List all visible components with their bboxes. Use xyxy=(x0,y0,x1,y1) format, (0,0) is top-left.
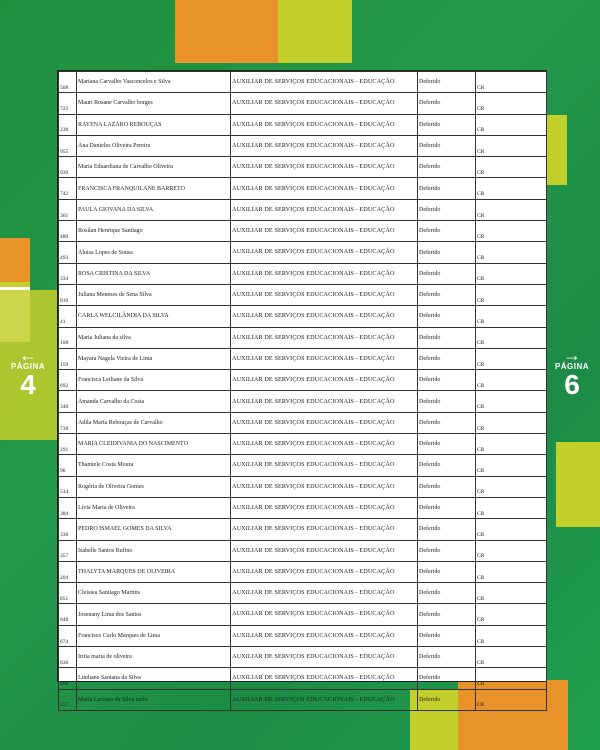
candidate-name: PEDRO ISMAEL GOMES DA SILVA xyxy=(77,519,231,540)
candidate-name: Mauri Rosane Carvalho borges xyxy=(77,93,231,114)
candidate-name: Juliana Meneses de Sena Silva xyxy=(77,284,231,305)
status-cell: Deferido xyxy=(418,434,476,455)
candidate-name: PAULA GIOVANA DA SILVA xyxy=(77,199,231,220)
classification-code: CR xyxy=(476,391,547,412)
role-cell: AUXILIAR DE SERVIÇOS EDUCACIONAIS - EDUCAÇÃO xyxy=(231,199,418,220)
results-document xyxy=(57,70,547,709)
status-cell: Deferido xyxy=(418,370,476,391)
candidate-name: ROSA CRISTINA DA SILVA xyxy=(77,263,231,284)
candidate-name: Rosilan Henrique Santiago xyxy=(77,221,231,242)
status-cell: Deferido xyxy=(418,327,476,348)
next-page-number: 6 xyxy=(564,369,580,400)
table-row xyxy=(59,263,547,284)
candidate-name: Josenany Lima dos Santos xyxy=(77,604,231,625)
status-cell: Deferido xyxy=(418,114,476,135)
candidate-name: Rogéria de Oliveira Gomes xyxy=(77,476,231,497)
row-number: 955 xyxy=(59,135,77,156)
row-number: 722 xyxy=(59,93,77,114)
role-cell: AUXILIAR DE SERVIÇOS EDUCACIONAIS - EDUCAÇÃO xyxy=(231,689,418,710)
role-cell: AUXILIAR DE SERVIÇOS EDUCACIONAIS - EDUCAÇÃO xyxy=(231,178,418,199)
row-number: 930 xyxy=(59,157,77,178)
table-row xyxy=(59,625,547,646)
role-cell: AUXILIAR DE SERVIÇOS EDUCACIONAIS - EDUCAÇÃO xyxy=(231,647,418,668)
role-cell: AUXILIAR DE SERVIÇOS EDUCACIONAIS - EDUCAÇÃO xyxy=(231,391,418,412)
role-cell: AUXILIAR DE SERVIÇOS EDUCACIONAIS - EDUCAÇÃO xyxy=(231,625,418,646)
table-row xyxy=(59,72,547,93)
status-cell: Deferido xyxy=(418,519,476,540)
orange-block-top xyxy=(175,0,278,63)
table-row xyxy=(59,221,547,242)
classification-code: CR xyxy=(476,455,547,476)
table-row xyxy=(59,178,547,199)
classification-code: CR xyxy=(476,412,547,433)
role-cell: AUXILIAR DE SERVIÇOS EDUCACIONAIS - EDUCAÇÃO xyxy=(231,306,418,327)
classification-code: CR xyxy=(476,178,547,199)
candidate-name: Mariana Carvalho Vasconcelos e Silva xyxy=(77,72,231,93)
row-number: 238 xyxy=(59,114,77,135)
classification-code: CR xyxy=(476,476,547,497)
classification-code: CR xyxy=(476,668,547,689)
table-row xyxy=(59,434,547,455)
classification-code: CR xyxy=(476,689,547,710)
row-number: 41 xyxy=(59,306,77,327)
next-page-nav[interactable] xyxy=(550,345,594,400)
row-number: 692 xyxy=(59,370,77,391)
results-table-body xyxy=(59,72,547,711)
status-cell: Deferido xyxy=(418,647,476,668)
classification-code: CR xyxy=(476,540,547,561)
status-cell: Deferido xyxy=(418,476,476,497)
classification-code: CR xyxy=(476,434,547,455)
status-cell: Deferido xyxy=(418,221,476,242)
row-number: 108 xyxy=(59,327,77,348)
table-row xyxy=(59,242,547,263)
row-number: 738 xyxy=(59,412,77,433)
status-cell: Deferido xyxy=(418,668,476,689)
row-number: 334 xyxy=(59,263,77,284)
row-number: 674 xyxy=(59,625,77,646)
candidate-name: Lindiane Santana da Silva xyxy=(77,668,231,689)
row-number: 514 xyxy=(59,476,77,497)
role-cell: AUXILIAR DE SERVIÇOS EDUCACIONAIS - EDUCAÇÃO xyxy=(231,263,418,284)
classification-code: CR xyxy=(476,242,547,263)
candidate-name: FRANCISCA FRANQUILANE BARRETO xyxy=(77,178,231,199)
table-row xyxy=(59,199,547,220)
candidate-name: MARIA CLEIDIVANIA DO NASCIMENTO xyxy=(77,434,231,455)
status-cell: Deferido xyxy=(418,540,476,561)
table-row xyxy=(59,348,547,369)
role-cell: AUXILIAR DE SERVIÇOS EDUCACIONAIS - EDUCAÇÃO xyxy=(231,135,418,156)
classification-code: CR xyxy=(476,135,547,156)
row-number: 493 xyxy=(59,242,77,263)
role-cell: AUXILIAR DE SERVIÇOS EDUCACIONAIS - EDUCAÇÃO xyxy=(231,221,418,242)
table-row xyxy=(59,476,547,497)
candidate-name: Cleisiea Santiago Martins xyxy=(77,583,231,604)
classification-code: CR xyxy=(476,583,547,604)
row-number: 96 xyxy=(59,455,77,476)
candidate-name: Francisco Carlo Marques de Lima xyxy=(77,625,231,646)
role-cell: AUXILIAR DE SERVIÇOS EDUCACIONAIS - EDUCAÇÃO xyxy=(231,497,418,518)
candidate-name: Lívia Maria de Oliveira xyxy=(77,497,231,518)
role-cell: AUXILIAR DE SERVIÇOS EDUCACIONAIS - EDUCAÇÃO xyxy=(231,540,418,561)
role-cell: AUXILIAR DE SERVIÇOS EDUCACIONAIS - EDUCAÇÃO xyxy=(231,157,418,178)
candidate-name: Amanda Carvalho da Costa xyxy=(77,391,231,412)
table-row xyxy=(59,583,547,604)
results-table xyxy=(58,71,547,711)
role-cell: AUXILIAR DE SERVIÇOS EDUCACIONAIS - EDUCAÇÃO xyxy=(231,370,418,391)
row-number: 361 xyxy=(59,199,77,220)
row-number: 742 xyxy=(59,178,77,199)
classification-code: CR xyxy=(476,370,547,391)
role-cell: AUXILIAR DE SERVIÇOS EDUCACIONAIS - EDUCAÇÃO xyxy=(231,476,418,497)
row-number: 340 xyxy=(59,391,77,412)
role-cell: AUXILIAR DE SERVIÇOS EDUCACIONAIS - EDUCAÇÃO xyxy=(231,583,418,604)
table-row xyxy=(59,519,547,540)
status-cell: Deferido xyxy=(418,348,476,369)
classification-code: CR xyxy=(476,157,547,178)
role-cell: AUXILIAR DE SERVIÇOS EDUCACIONAIS - EDUCAÇÃO xyxy=(231,93,418,114)
classification-code: CR xyxy=(476,604,547,625)
candidate-name: Thamiele Costa Moura xyxy=(77,455,231,476)
status-cell: Deferido xyxy=(418,199,476,220)
role-cell: AUXILIAR DE SERVIÇOS EDUCACIONAIS - EDUCAÇÃO xyxy=(231,604,418,625)
status-cell: Deferido xyxy=(418,306,476,327)
status-cell: Deferido xyxy=(418,412,476,433)
candidate-name: RAYENA LAZARO REBOUÇAS xyxy=(77,114,231,135)
row-number: 357 xyxy=(59,540,77,561)
table-row xyxy=(59,561,547,582)
table-row xyxy=(59,157,547,178)
candidate-name: CARLA WELCILÂNDIA DA SILVA xyxy=(77,306,231,327)
row-number: 851 xyxy=(59,583,77,604)
row-number: 488 xyxy=(59,668,77,689)
row-number: 508 xyxy=(59,72,77,93)
table-row xyxy=(59,668,547,689)
role-cell: AUXILIAR DE SERVIÇOS EDUCACIONAIS - EDUCAÇÃO xyxy=(231,348,418,369)
table-row xyxy=(59,689,547,710)
arrow-right-icon: → xyxy=(563,345,581,365)
status-cell: Deferido xyxy=(418,689,476,710)
role-cell: AUXILIAR DE SERVIÇOS EDUCACIONAIS - EDUCAÇÃO xyxy=(231,114,418,135)
status-cell: Deferido xyxy=(418,157,476,178)
table-row xyxy=(59,327,547,348)
row-number: 257 xyxy=(59,689,77,710)
row-number: 810 xyxy=(59,284,77,305)
lime-block-right-top xyxy=(545,115,567,185)
role-cell: AUXILIAR DE SERVIÇOS EDUCACIONAIS - EDUCAÇÃO xyxy=(231,434,418,455)
row-number: 480 xyxy=(59,221,77,242)
classification-code: CR xyxy=(476,221,547,242)
classification-code: CR xyxy=(476,327,547,348)
lime-block-top xyxy=(278,0,352,63)
classification-code: CR xyxy=(476,497,547,518)
classification-code: CR xyxy=(476,263,547,284)
table-row xyxy=(59,497,547,518)
status-cell: Deferido xyxy=(418,455,476,476)
row-number: 204 xyxy=(59,561,77,582)
classification-code: CR xyxy=(476,625,547,646)
candidate-name: Aluisa Lopes de Sousa xyxy=(77,242,231,263)
status-cell: Deferido xyxy=(418,604,476,625)
status-cell: Deferido xyxy=(418,561,476,582)
table-row xyxy=(59,284,547,305)
classification-code: CR xyxy=(476,199,547,220)
classification-code: CR xyxy=(476,284,547,305)
role-cell: AUXILIAR DE SERVIÇOS EDUCACIONAIS - EDUCAÇÃO xyxy=(231,412,418,433)
classification-code: CR xyxy=(476,306,547,327)
status-cell: Deferido xyxy=(418,497,476,518)
next-page-label: PÁGINA xyxy=(554,362,590,371)
status-cell: Deferido xyxy=(418,625,476,646)
table-row xyxy=(59,370,547,391)
candidate-name: THALYTA MARQUES DE OLIVEIRA xyxy=(77,561,231,582)
status-cell: Deferido xyxy=(418,72,476,93)
candidate-name: Adila Maria Rebouças de Carvalho xyxy=(77,412,231,433)
classification-code: CR xyxy=(476,72,547,93)
status-cell: Deferido xyxy=(418,242,476,263)
row-number: 848 xyxy=(59,604,77,625)
status-cell: Deferido xyxy=(418,583,476,604)
role-cell: AUXILIAR DE SERVIÇOS EDUCACIONAIS - EDUCAÇÃO xyxy=(231,519,418,540)
candidate-name: Maria Eduardiana de Carvalho Oliveira xyxy=(77,157,231,178)
classification-code: CR xyxy=(476,114,547,135)
role-cell: AUXILIAR DE SERVIÇOS EDUCACIONAIS - EDUCAÇÃO xyxy=(231,327,418,348)
status-cell: Deferido xyxy=(418,135,476,156)
role-cell: AUXILIAR DE SERVIÇOS EDUCACIONAIS - EDUCAÇÃO xyxy=(231,561,418,582)
prev-page-label: PÁGINA xyxy=(10,362,46,371)
classification-code: CR xyxy=(476,561,547,582)
candidate-name: Ana Danieles Oliveira Pereira xyxy=(77,135,231,156)
candidate-name: Maria Juliana da silva xyxy=(77,327,231,348)
arrow-left-icon: ← xyxy=(19,345,37,365)
orange-block-left xyxy=(0,238,30,282)
classification-code: CR xyxy=(476,93,547,114)
prev-page-number: 4 xyxy=(20,369,36,400)
candidate-name: Mayara Nagela Vieira de Lima xyxy=(77,348,231,369)
lime-block-right xyxy=(556,442,600,527)
role-cell: AUXILIAR DE SERVIÇOS EDUCACIONAIS - EDUCAÇÃO xyxy=(231,455,418,476)
status-cell: Deferido xyxy=(418,263,476,284)
status-cell: Deferido xyxy=(418,178,476,199)
table-row xyxy=(59,114,547,135)
role-cell: AUXILIAR DE SERVIÇOS EDUCACIONAIS - EDUCAÇÃO xyxy=(231,72,418,93)
row-number: 836 xyxy=(59,647,77,668)
candidate-name: Iritia maria de oliveira xyxy=(77,647,231,668)
table-row xyxy=(59,306,547,327)
status-cell: Deferido xyxy=(418,93,476,114)
table-row xyxy=(59,604,547,625)
status-cell: Deferido xyxy=(418,391,476,412)
candidate-name: Isabelle Santos Rufino xyxy=(77,540,231,561)
role-cell: AUXILIAR DE SERVIÇOS EDUCACIONAIS - EDUCAÇÃO xyxy=(231,668,418,689)
table-row xyxy=(59,540,547,561)
candidate-name: Francisca Leiliane da Silva xyxy=(77,370,231,391)
table-row xyxy=(59,391,547,412)
table-row xyxy=(59,412,547,433)
status-cell: Deferido xyxy=(418,284,476,305)
table-row xyxy=(59,455,547,476)
classification-code: CR xyxy=(476,647,547,668)
table-row xyxy=(59,647,547,668)
classification-code: CR xyxy=(476,519,547,540)
row-number: 338 xyxy=(59,519,77,540)
candidate-name: Maria Luciana da Silva melo xyxy=(77,689,231,710)
row-number: 291 xyxy=(59,434,77,455)
role-cell: AUXILIAR DE SERVIÇOS EDUCACIONAIS - EDUCAÇÃO xyxy=(231,284,418,305)
row-number: 384 xyxy=(59,497,77,518)
table-row xyxy=(59,93,547,114)
table-row xyxy=(59,135,547,156)
classification-code: CR xyxy=(476,348,547,369)
role-cell: AUXILIAR DE SERVIÇOS EDUCACIONAIS - EDUCAÇÃO xyxy=(231,242,418,263)
row-number: 159 xyxy=(59,348,77,369)
prev-page-nav[interactable] xyxy=(6,345,50,400)
